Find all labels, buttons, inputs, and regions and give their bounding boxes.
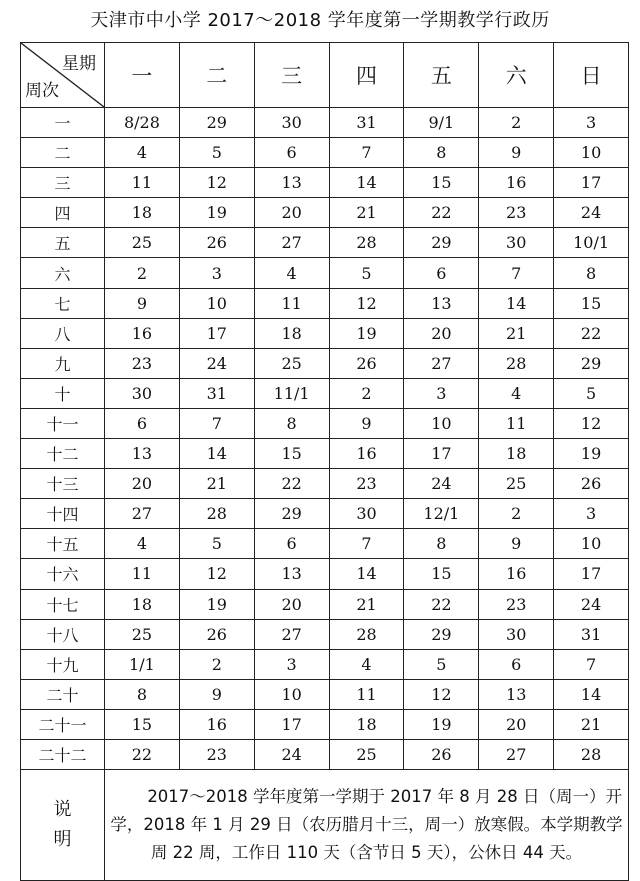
date-cell: 23	[329, 469, 404, 499]
note-label-line2: 明	[53, 829, 72, 851]
date-cell: 6	[254, 529, 329, 559]
date-cell: 21	[554, 709, 629, 739]
date-cell: 14	[329, 168, 404, 198]
date-cell: 7	[329, 529, 404, 559]
date-cell: 13	[254, 559, 329, 589]
date-cell: 13	[254, 168, 329, 198]
date-cell: 29	[404, 228, 479, 258]
date-cell: 19	[179, 198, 254, 228]
week-row	[21, 168, 629, 198]
note-row	[21, 770, 629, 881]
date-cell: 14	[329, 559, 404, 589]
calendar-table	[20, 42, 629, 881]
week-row	[21, 619, 629, 649]
date-cell: 27	[254, 619, 329, 649]
date-cell: 29	[554, 348, 629, 378]
date-cell: 2	[329, 378, 404, 408]
week-label: 十四	[21, 499, 105, 529]
week-row	[21, 408, 629, 438]
date-cell: 14	[554, 679, 629, 709]
date-cell: 20	[479, 709, 554, 739]
date-cell: 27	[254, 228, 329, 258]
date-cell: 30	[254, 108, 329, 138]
date-cell: 27	[105, 499, 180, 529]
date-cell: 8	[105, 679, 180, 709]
date-cell: 7	[329, 138, 404, 168]
date-cell: 4	[105, 529, 180, 559]
week-row	[21, 589, 629, 619]
date-cell: 23	[179, 739, 254, 769]
date-cell: 12	[554, 408, 629, 438]
week-label: 二十	[21, 679, 105, 709]
date-cell: 26	[404, 739, 479, 769]
date-cell: 16	[479, 559, 554, 589]
date-cell: 9	[479, 529, 554, 559]
note-label-line1: 说	[53, 799, 72, 821]
week-row	[21, 469, 629, 499]
week-row	[21, 709, 629, 739]
date-cell: 8	[404, 138, 479, 168]
date-cell: 3	[404, 378, 479, 408]
date-cell: 4	[254, 258, 329, 288]
weeks-body	[21, 108, 629, 770]
date-cell: 8	[554, 258, 629, 288]
date-cell: 25	[479, 469, 554, 499]
week-row	[21, 348, 629, 378]
date-cell: 8	[254, 408, 329, 438]
date-cell: 15	[254, 439, 329, 469]
date-cell: 21	[329, 589, 404, 619]
date-cell: 20	[254, 589, 329, 619]
week-row	[21, 198, 629, 228]
date-cell: 7	[179, 408, 254, 438]
week-label: 六	[21, 258, 105, 288]
date-cell: 26	[179, 228, 254, 258]
date-cell: 12	[179, 168, 254, 198]
date-cell: 16	[329, 439, 404, 469]
date-cell: 15	[554, 288, 629, 318]
date-cell: 22	[404, 198, 479, 228]
date-cell: 6	[105, 408, 180, 438]
date-cell: 31	[554, 619, 629, 649]
date-cell: 22	[105, 739, 180, 769]
date-cell: 2	[179, 649, 254, 679]
week-label: 三	[21, 168, 105, 198]
date-cell: 22	[554, 318, 629, 348]
date-cell: 5	[554, 378, 629, 408]
date-cell: 11	[105, 168, 180, 198]
date-cell: 19	[554, 439, 629, 469]
date-cell: 17	[554, 559, 629, 589]
date-cell: 10	[554, 529, 629, 559]
date-cell: 12	[179, 559, 254, 589]
week-row	[21, 439, 629, 469]
date-cell: 10/1	[554, 228, 629, 258]
week-label: 二	[21, 138, 105, 168]
week-label: 七	[21, 288, 105, 318]
date-cell: 25	[329, 739, 404, 769]
date-cell: 9	[105, 288, 180, 318]
date-cell: 23	[479, 589, 554, 619]
date-cell: 2	[479, 108, 554, 138]
date-cell: 31	[179, 378, 254, 408]
date-cell: 25	[105, 619, 180, 649]
date-cell: 6	[254, 138, 329, 168]
week-row	[21, 529, 629, 559]
week-row	[21, 108, 629, 138]
date-cell: 8	[404, 529, 479, 559]
corner-week-label: 周次	[25, 81, 59, 101]
date-cell: 1/1	[105, 649, 180, 679]
week-label: 一	[21, 108, 105, 138]
date-cell: 22	[254, 469, 329, 499]
date-cell: 12	[404, 679, 479, 709]
corner-weekday-label: 星期	[62, 54, 96, 74]
week-label: 十八	[21, 619, 105, 649]
week-label: 四	[21, 198, 105, 228]
date-cell: 20	[254, 198, 329, 228]
week-label: 十七	[21, 589, 105, 619]
date-cell: 15	[404, 168, 479, 198]
day-header-mon: 一	[105, 43, 180, 108]
date-cell: 4	[105, 138, 180, 168]
date-cell: 5	[329, 258, 404, 288]
date-cell: 2	[105, 258, 180, 288]
date-cell: 8/28	[105, 108, 180, 138]
date-cell: 13	[479, 679, 554, 709]
week-label: 十	[21, 378, 105, 408]
date-cell: 19	[404, 709, 479, 739]
date-cell: 16	[179, 709, 254, 739]
date-cell: 6	[404, 258, 479, 288]
date-cell: 26	[329, 348, 404, 378]
day-header-tue: 二	[179, 43, 254, 108]
date-cell: 20	[105, 469, 180, 499]
date-cell: 3	[179, 258, 254, 288]
date-cell: 16	[479, 168, 554, 198]
date-cell: 18	[329, 709, 404, 739]
date-cell: 16	[105, 318, 180, 348]
date-cell: 31	[329, 108, 404, 138]
date-cell: 24	[404, 469, 479, 499]
date-cell: 14	[479, 288, 554, 318]
date-cell: 6	[479, 649, 554, 679]
date-cell: 5	[179, 138, 254, 168]
week-label: 十一	[21, 408, 105, 438]
date-cell: 21	[329, 198, 404, 228]
note-label	[21, 770, 105, 881]
week-row	[21, 378, 629, 408]
date-cell: 14	[179, 439, 254, 469]
date-cell: 7	[554, 649, 629, 679]
week-label: 十六	[21, 559, 105, 589]
date-cell: 17	[404, 439, 479, 469]
week-row	[21, 228, 629, 258]
date-cell: 23	[479, 198, 554, 228]
date-cell: 28	[479, 348, 554, 378]
date-cell: 13	[105, 439, 180, 469]
date-cell: 25	[254, 348, 329, 378]
corner-cell	[21, 43, 105, 108]
date-cell: 13	[404, 288, 479, 318]
date-cell: 24	[254, 739, 329, 769]
week-row	[21, 138, 629, 168]
week-row	[21, 318, 629, 348]
date-cell: 27	[479, 739, 554, 769]
date-cell: 27	[404, 348, 479, 378]
week-row	[21, 739, 629, 769]
date-cell: 9	[179, 679, 254, 709]
date-cell: 19	[179, 589, 254, 619]
date-cell: 24	[554, 198, 629, 228]
week-label: 八	[21, 318, 105, 348]
date-cell: 29	[179, 108, 254, 138]
date-cell: 10	[554, 138, 629, 168]
page-title: 天津市中小学 2017～2018 学年度第一学期教学行政历	[90, 10, 550, 31]
date-cell: 20	[404, 318, 479, 348]
date-cell: 28	[554, 739, 629, 769]
day-header-sun: 日	[554, 43, 629, 108]
date-cell: 24	[179, 348, 254, 378]
date-cell: 29	[404, 619, 479, 649]
week-label: 二十二	[21, 739, 105, 769]
date-cell: 11/1	[254, 378, 329, 408]
header-row	[21, 43, 629, 108]
date-cell: 12	[329, 288, 404, 318]
date-cell: 11	[329, 679, 404, 709]
date-cell: 17	[254, 709, 329, 739]
week-label: 二十一	[21, 709, 105, 739]
date-cell: 17	[179, 318, 254, 348]
date-cell: 28	[329, 228, 404, 258]
week-label: 十三	[21, 469, 105, 499]
date-cell: 19	[329, 318, 404, 348]
date-cell: 4	[479, 378, 554, 408]
date-cell: 22	[404, 589, 479, 619]
week-row	[21, 258, 629, 288]
date-cell: 7	[479, 258, 554, 288]
date-cell: 21	[179, 469, 254, 499]
week-label: 五	[21, 228, 105, 258]
week-row	[21, 288, 629, 318]
date-cell: 30	[479, 228, 554, 258]
date-cell: 18	[105, 198, 180, 228]
date-cell: 17	[554, 168, 629, 198]
date-cell: 10	[179, 288, 254, 318]
date-cell: 15	[105, 709, 180, 739]
week-row	[21, 649, 629, 679]
week-row	[21, 499, 629, 529]
week-label: 十九	[21, 649, 105, 679]
date-cell: 11	[254, 288, 329, 318]
day-header-fri: 五	[404, 43, 479, 108]
date-cell: 9	[479, 138, 554, 168]
note-text: 2017～2018 学年度第一学期于 2017 年 8 月 28 日（周一）开学，2018 年 1 月 29 日（农历腊月十三，周一）放寒假。本学期教学周 22 周，工作日 110 天（含节日 5 天），公休日 44 天。	[105, 770, 629, 881]
date-cell: 18	[254, 318, 329, 348]
date-cell: 28	[329, 619, 404, 649]
date-cell: 30	[329, 499, 404, 529]
date-cell: 26	[554, 469, 629, 499]
date-cell: 11	[105, 559, 180, 589]
date-cell: 12/1	[404, 499, 479, 529]
date-cell: 3	[554, 108, 629, 138]
date-cell: 25	[105, 228, 180, 258]
date-cell: 28	[179, 499, 254, 529]
date-cell: 10	[254, 679, 329, 709]
date-cell: 4	[329, 649, 404, 679]
date-cell: 21	[479, 318, 554, 348]
date-cell: 30	[105, 378, 180, 408]
date-cell: 5	[179, 529, 254, 559]
date-cell: 18	[479, 439, 554, 469]
date-cell: 11	[479, 408, 554, 438]
date-cell: 5	[404, 649, 479, 679]
date-cell: 9/1	[404, 108, 479, 138]
date-cell: 26	[179, 619, 254, 649]
day-header-sat: 六	[479, 43, 554, 108]
date-cell: 15	[404, 559, 479, 589]
week-label: 十五	[21, 529, 105, 559]
day-header-wed: 三	[254, 43, 329, 108]
week-row	[21, 679, 629, 709]
day-header-thu: 四	[329, 43, 404, 108]
date-cell: 24	[554, 589, 629, 619]
week-row	[21, 559, 629, 589]
week-label: 十二	[21, 439, 105, 469]
date-cell: 3	[254, 649, 329, 679]
date-cell: 9	[329, 408, 404, 438]
week-label: 九	[21, 348, 105, 378]
date-cell: 10	[404, 408, 479, 438]
date-cell: 29	[254, 499, 329, 529]
date-cell: 2	[479, 499, 554, 529]
date-cell: 30	[479, 619, 554, 649]
date-cell: 3	[554, 499, 629, 529]
date-cell: 18	[105, 589, 180, 619]
date-cell: 23	[105, 348, 180, 378]
